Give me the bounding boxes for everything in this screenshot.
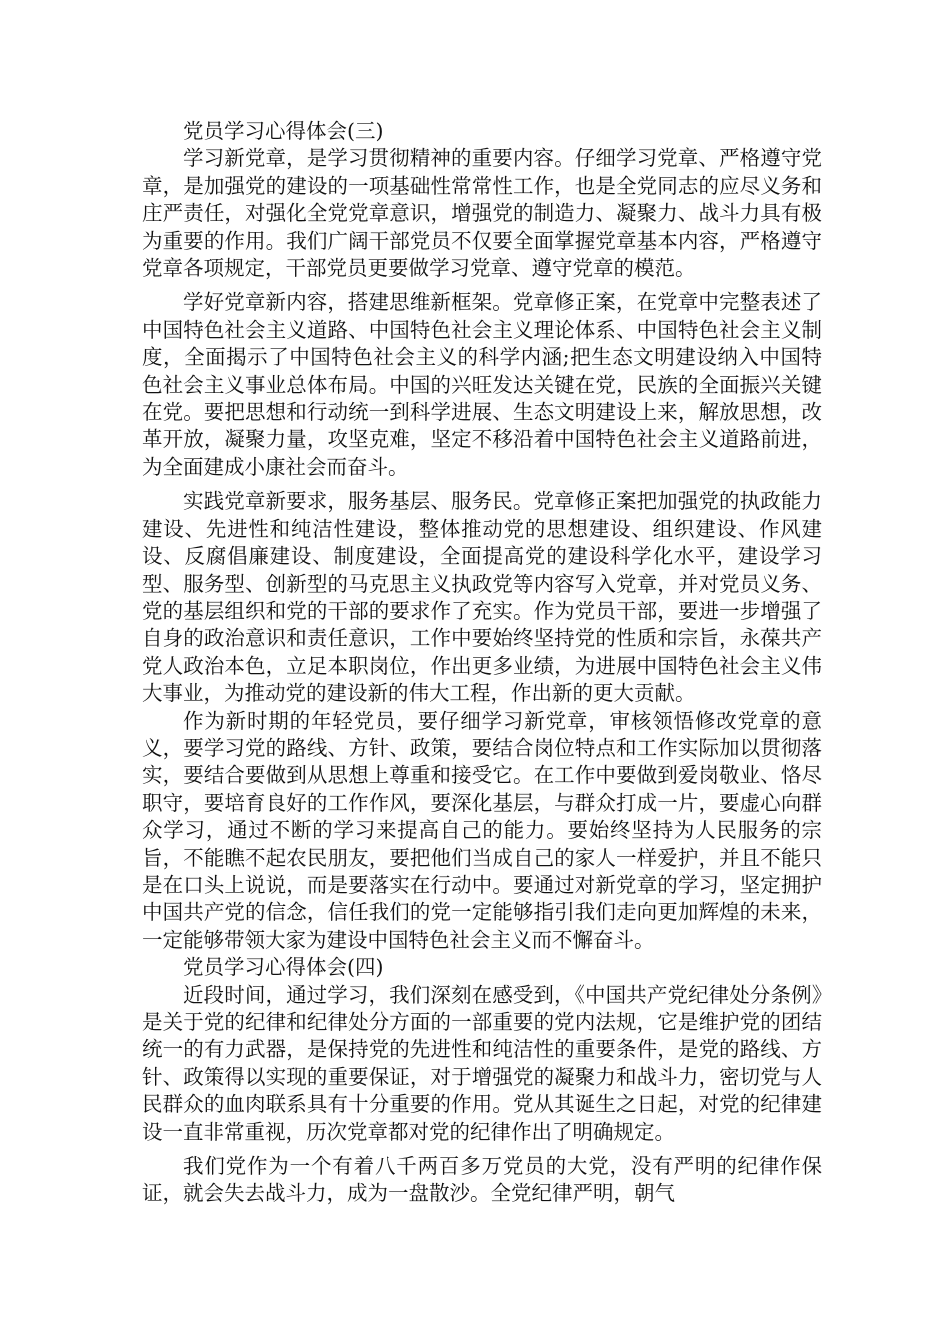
paragraph: 近段时间，通过学习，我们深刻在感受到，《中国共产党纪律处分条例》是关于党的纪律和纪律处分方面的一部重要的党内法规，它是维护党的团结统一的有力武器，是保持党的先进性和纯洁性的重要条件，是党的路线、方针、政策得以实现的重要保证，对于增强党的凝聚力和战斗力，密切党与人民群众的血肉联系具有十分重要的作用。党从其诞生之日起，对党的纪律建设一直非常重视，历次党章都对党的纪律作出了明确规定。 [142, 982, 822, 1144]
document-body [142, 118, 822, 1208]
section-title-3: 党员学习心得体会(三) [183, 119, 384, 143]
paragraph: 实践党章新要求，服务基层、服务民。党章修正案把加强党的执政能力建设、先进性和纯洁性建设，整体推动党的思想建设、组织建设、作风建设、反腐倡廉建设、制度建设，全面提高党的建设科学化水平，建设学习型、服务型、创新型的马克思主义执政党等内容写入党章，并对党员义务、党的基层组织和党的干部的要求作了充实。作为党员干部，要进一步增强了自身的政治意识和责任意识，工作中要始终坚持党的性质和宗旨，永葆共产党人政治本色，立足本职岗位，作出更多业绩，为进展中国特色社会主义伟大事业，为推动党的建设新的伟大工程，作出新的更大贡献。 [142, 489, 822, 706]
paragraph: 作为新时期的年轻党员，要仔细学习新党章，审核领悟修改党章的意义，要学习党的路线、方针、政策，要结合岗位特点和工作实际加以贯彻落实，要结合要做到从思想上尊重和接受它。在工作中要做到爱岗敬业、恪尽职守，要培育良好的工作作风，要深化基层，与群众打成一片，要虚心向群众学习，通过不断的学习来提高自己的能力。要始终坚持为人民服务的宗旨，不能瞧不起农民朋友，要把他们当成自己的家人一样爱护，并且不能只是在口头上说说，而是要落实在行动中。要通过对新党章的学习，坚定拥护中国共产党的信念，信任我们的党一定能够指引我们走向更加辉煌的未来，一定能够带领大家为建设中国特色社会主义而不懈奋斗。 [142, 708, 822, 952]
paragraph: 学习新党章，是学习贯彻精神的重要内容。仔细学习党章、严格遵守党章，是加强党的建设的一项基础性常常性工作，也是全党同志的应尽义务和庄严责任，对强化全党党章意识，增强党的制造力、凝聚力、战斗力具有极为重要的作用。我们广阔干部党员不仅要全面掌握党章基本内容，严格遵守党章各项规定，干部党员更要做学习党章、遵守党章的模范。 [142, 146, 822, 281]
section-title-4: 党员学习心得体会(四) [183, 955, 384, 980]
paragraph: 我们党作为一个有着八千两百多万党员的大党，没有严明的纪律作保证，就会失去战斗力，成为一盘散沙。全党纪律严明，朝气 [142, 1154, 822, 1206]
paragraph: 学好党章新内容，搭建思维新框架。党章修正案，在党章中完整表述了中国特色社会主义道路、中国特色社会主义理论体系、中国特色社会主义制度，全面揭示了中国特色社会主义的科学内涵;把生态文明建设纳入中国特色社会主义事业总体布局。中国的兴旺发达关键在党，民族的全面振兴关键在党。要把思想和行动统一到科学进展、生态文明建设上来，解放思想，改革开放，凝聚力量，攻坚克难，坚定不移沿着中国特色社会主义道路前进，为全面建成小康社会而奋斗。 [142, 290, 822, 479]
